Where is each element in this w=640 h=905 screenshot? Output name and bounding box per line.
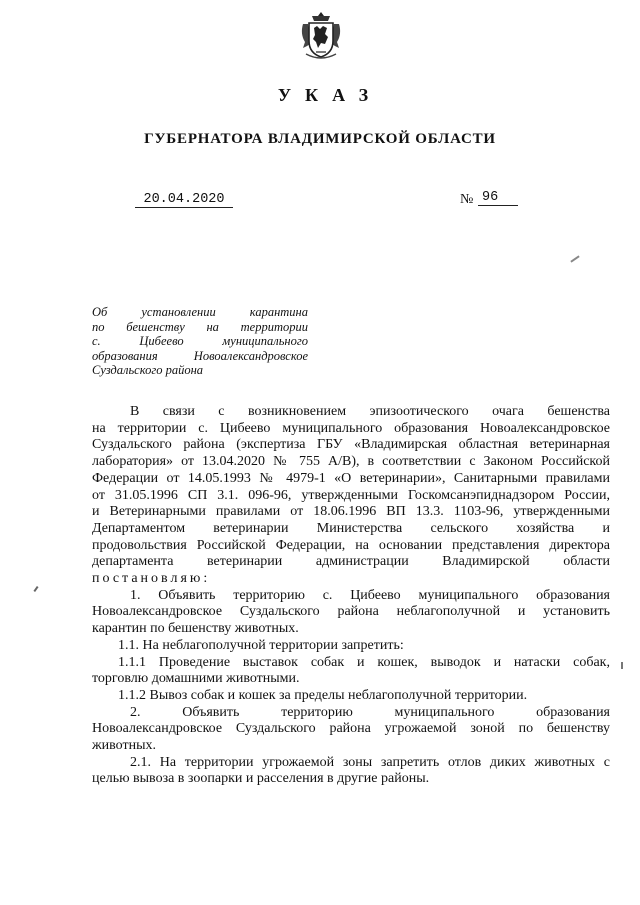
decree-subject (92, 305, 308, 378)
scan-mark (570, 255, 579, 262)
body-line: и Ветеринарными правилами от 18.06.1996 ВП 13.3. 1103-96, утвержденными (92, 504, 610, 520)
item-1-1-1: 1.1.1 Проведение выставок собак и кошек, выводок и натаски собак, (118, 654, 610, 670)
item-1-1: 1.1. На неблагополучной территории запретить: (118, 637, 404, 653)
scan-mark (33, 586, 38, 592)
document-subtitle: ГУБЕРНАТОРА ВЛАДИМИРСКОЙ ОБЛАСТИ (144, 131, 496, 147)
item-1: 1. Объявить территорию с. Цибеево муниципального образования (130, 587, 610, 603)
body-line: Департаментом ветеринарии Министерства сельского хозяйства и (92, 520, 610, 536)
item-1-1-1-line: торговлю домашними животными. (92, 671, 300, 687)
decree-body (92, 404, 610, 788)
decree-date: 20.04.2020 (135, 192, 233, 208)
decree-word: постановляю: (92, 571, 211, 587)
body-line: продовольствия Российской Федерации, на основании представления директора (92, 537, 610, 553)
decree-number: 96 (478, 190, 518, 206)
subject-line: по бешенству на территории (92, 319, 308, 334)
subject-line: образования Новоалександровское (92, 348, 308, 363)
body-line: В связи с возникновением эпизоотического очага бешенства (130, 404, 610, 419)
body-line: на территории с. Цибеево муниципального образования Новоалександровское (92, 420, 610, 436)
item-2-line: Новоалександровское Суздальского района угрожаемой зоной по бешенству (92, 721, 610, 737)
scan-mark (621, 662, 623, 669)
item-2-1-line: целью вывоза в зоопарки и расселения в другие районы. (92, 771, 430, 787)
body-line: лаборатория» от 13.04.2020 № 755 А/В), в соответствии с Законом Российской (92, 454, 610, 470)
body-line: департамента ветеринарии администрации Владимирской области (92, 554, 610, 570)
item-2-1: 2.1. На территории угрожаемой зоны запретить отлов диких животных с (130, 754, 610, 770)
subject-line: с. Цибеево муниципального (92, 334, 308, 349)
coat-of-arms-icon (300, 10, 342, 62)
item-1-1-2: 1.1.2 Вывоз собак и кошек за пределы неблагополучной территории. (118, 687, 528, 703)
item-2-line: животных. (92, 738, 157, 754)
document-title: УКАЗ (277, 85, 383, 105)
body-line: Суздальского района (экспертиза ГБУ «Владимирская областная ветеринарная (92, 437, 610, 453)
number-label: № (460, 192, 474, 207)
subject-line: Об установлении карантина (92, 305, 308, 319)
body-line: от 31.05.1996 СП 3.1. 096-96, утвержденными Госкомсанэпиднадзором России, (92, 487, 610, 503)
item-1-line: Новоалександровское Суздальского района неблагополучной и установить (92, 604, 610, 620)
item-1-line: карантин по бешенству животных. (92, 621, 299, 637)
body-line: Федерации от 14.05.1993 № 4979-1 «О ветеринарии», Санитарными правилами (92, 470, 610, 486)
subject-line: Суздальского района (92, 363, 204, 378)
item-2: 2. Объявить территорию муниципального образования (130, 704, 610, 720)
